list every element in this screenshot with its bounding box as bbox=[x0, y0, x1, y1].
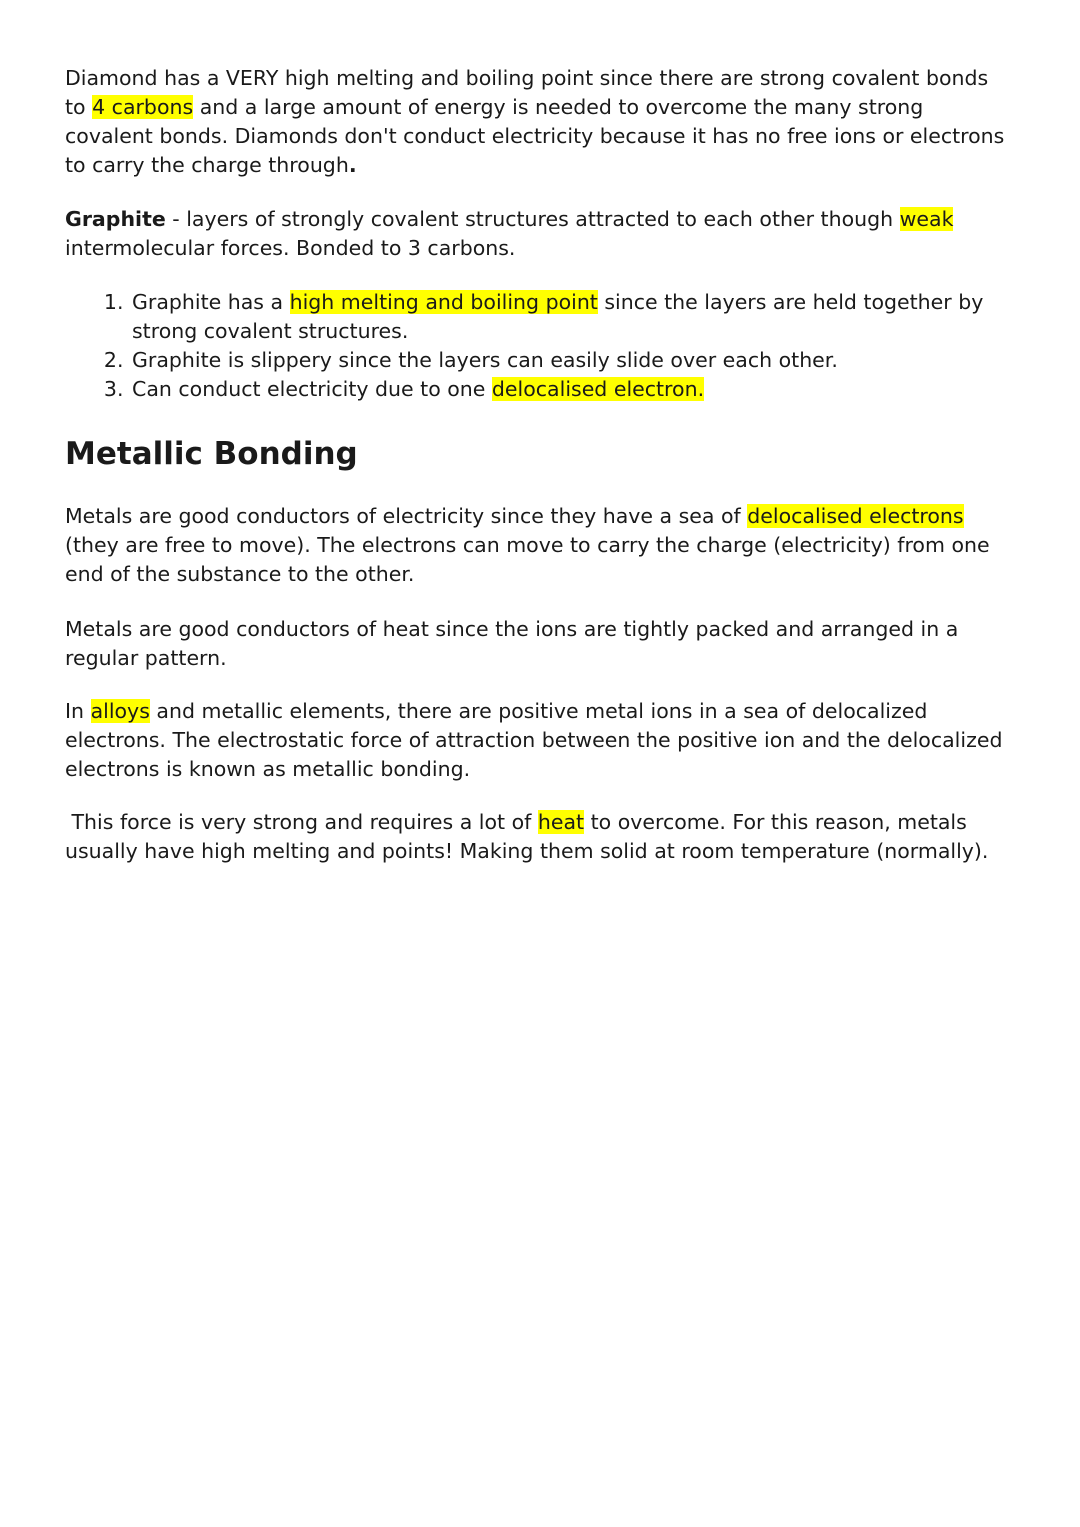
text-run: and a large amount of energy is needed to overcome the many strong covalent bonds. Diamonds don't conduct electricity because it has no free ions or electrons to carry the charge through bbox=[65, 95, 1005, 177]
list-item bbox=[130, 375, 1008, 404]
text-run: Graphite is slippery since the layers can easily slide over each other. bbox=[132, 348, 838, 372]
highlighted-text: weak bbox=[899, 207, 954, 231]
text-run: and metallic elements, there are positive metal ions in a sea of delocalized electrons. The electrostatic force of attraction between the positive ion and the delocalized electrons is known as metallic bonding. bbox=[65, 699, 1003, 781]
metallic-paragraph-electricity bbox=[65, 502, 1008, 589]
text-run: Can conduct electricity due to one bbox=[132, 377, 492, 401]
list-item bbox=[130, 288, 1008, 346]
highlighted-text: 4 carbons bbox=[92, 95, 194, 119]
text-run: Graphite has a bbox=[132, 290, 290, 314]
metallic-paragraph-melting bbox=[65, 808, 1008, 866]
text-run: In bbox=[65, 699, 91, 723]
metallic-paragraph-alloys bbox=[65, 697, 1008, 784]
highlighted-text: delocalised electron. bbox=[491, 377, 705, 401]
text-run: - layers of strongly covalent structures attracted to each other though bbox=[165, 207, 900, 231]
text-run: Metals are good conductors of electricity since they have a sea of bbox=[65, 504, 748, 528]
section-heading-metallic-bonding: Metallic Bonding bbox=[65, 436, 358, 472]
graphite-term: Graphite bbox=[65, 207, 166, 231]
list-item bbox=[130, 346, 1008, 375]
highlighted-text: high melting and boiling point bbox=[289, 290, 598, 314]
highlighted-text: heat bbox=[537, 810, 585, 834]
text-run: Diamond has a VERY high melting and boiling point since there are strong covalent bonds to bbox=[65, 66, 989, 119]
text-run: since the layers are held together by strong covalent structures. bbox=[132, 290, 984, 343]
text-run: . bbox=[348, 153, 357, 177]
text-run: to overcome. For this reason, metals usually have high melting and points! Making them solid at room temperature (normally). bbox=[65, 810, 989, 863]
text-run: (they are free to move). The electrons can move to carry the charge (electricity) from one end of the substance to the other. bbox=[65, 533, 990, 586]
graphite-properties-list bbox=[65, 288, 1008, 404]
graphite-paragraph bbox=[65, 205, 1008, 263]
diamond-paragraph bbox=[65, 64, 1008, 180]
metallic-paragraph-heat: Metals are good conductors of heat since the ions are tightly packed and arranged in a regular pattern. bbox=[65, 617, 959, 670]
text-run: This force is very strong and requires a lot of bbox=[65, 810, 538, 834]
highlighted-text: alloys bbox=[90, 699, 150, 723]
text-run: intermolecular forces. Bonded to 3 carbons. bbox=[65, 236, 516, 260]
highlighted-text: delocalised electrons bbox=[747, 504, 964, 528]
